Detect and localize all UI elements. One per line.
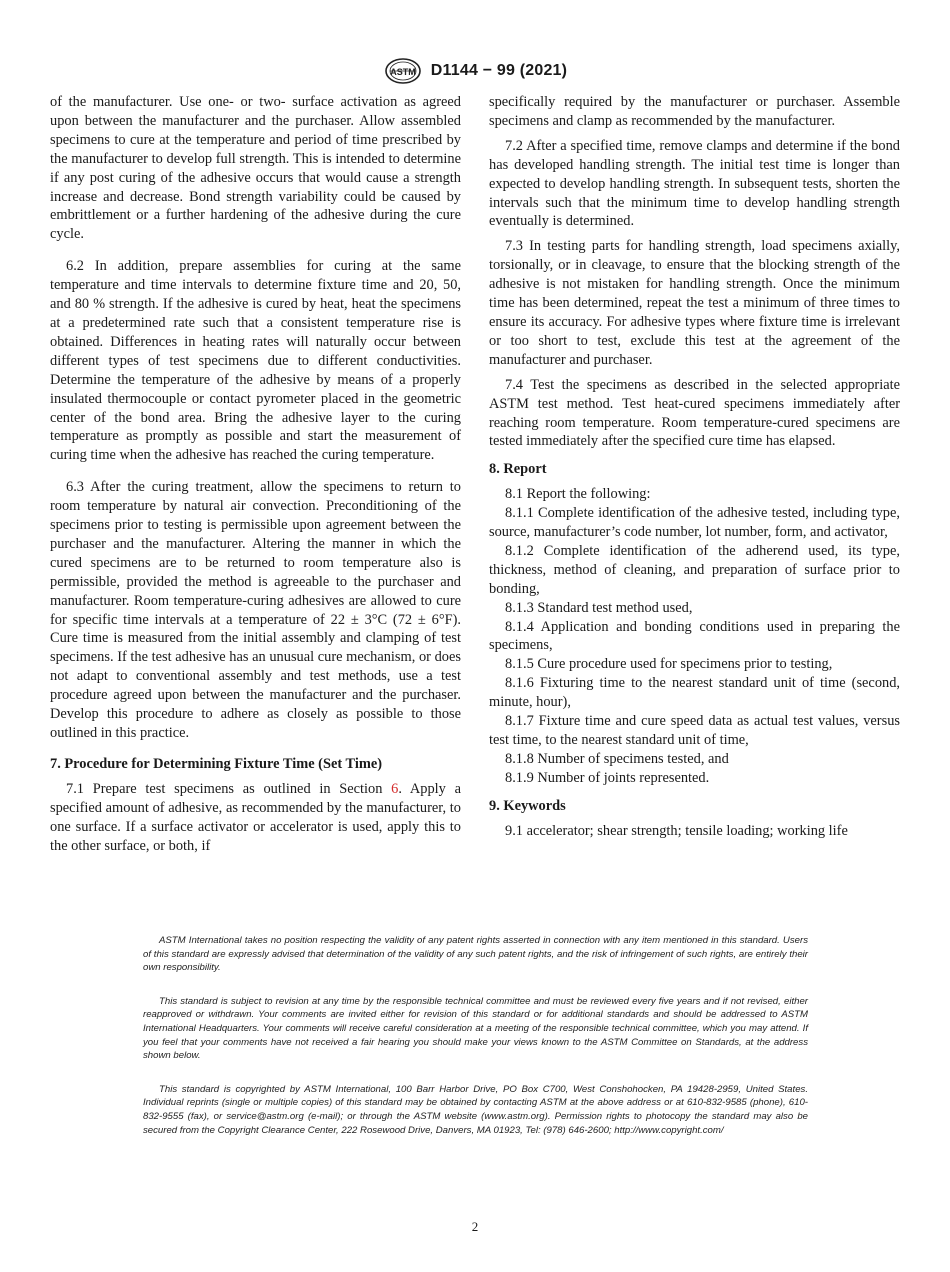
document-id: D1144 − 99 (2021): [430, 62, 568, 79]
list-item: 8.1.1 Complete identification of the adhesive tested, including type, source, manufacturer’s code number, lot number, form, and activator,: [489, 505, 900, 541]
section-9-heading: 9. Keywords: [489, 797, 566, 814]
astm-logo: [383, 57, 423, 85]
list-item: 8.1.2 Complete identification of the adherend used, its type, thickness, method of cleaning, and preparation of surface prior to bonding,: [489, 542, 900, 597]
paragraph-6-2: 6.2 In addition, prepare assemblies for curing at the same temperature and time intervals to determine fixture time and 20, 50, and 80 % strength. If the adhesive is cured by heat, heat the specimens at a predetermined rate such that a consistent temperature rise is obtained. Differences in heating rates will naturally occur between different types of test specimens due to different conductivities. Determine the temperature of the adhesive by means of a properly insulated thermocouple or contact pyrometer placed in the geometric center of the bond area. Bring the adhesive layer to the curing temperature as promptly as possible and start the measurement of curing time when the adhesive has reached the curing temperature.: [50, 258, 461, 464]
right-column: [489, 93, 900, 841]
list-item: 8.1.8 Number of specimens tested, and: [505, 750, 729, 767]
paragraph-9-1: 9.1 accelerator; shear strength; tensile loading; working life: [505, 822, 848, 839]
paragraph-7-3: 7.3 In testing parts for handling strength, load specimens axially, torsionally, or in cleavage, to ensure that the blocking strength of the adhesive is not mistaken for handling strength. Once the minimum time has been determined, repeat the test a minimum of three times to ensure its accuracy. For adhesive types where fixture time is irrelevant or too short to test, exclude this test at the agreement of the manufacturer and purchaser.: [489, 238, 900, 368]
list-item: 8.1.9 Number of joints represented.: [505, 769, 710, 786]
list-item: 8.1.6 Fixturing time to the nearest standard unit of time (second, minute, hour),: [489, 675, 900, 711]
paragraph-7-1: [50, 780, 461, 856]
revision-notice: This standard is subject to revision at any time by the responsible technical committee and must be reviewed every five years and if not revised, either reapproved or withdrawn. Your comments are invited either for revision of this standard or for additional standards and should be addressed to ASTM International Headquarters. Your comments will receive careful consideration at a meeting of the responsible technical committee, which you may attend. If you feel that your comments have not received a fair hearing you should make your views known to the ASTM Committee on Standards, at the address shown below.: [143, 995, 808, 1062]
list-item: 8.1.3 Standard test method used,: [505, 599, 693, 616]
list-item: 8.1.7 Fixture time and cure speed data as actual test values, versus test time, to the nearest standard unit of time,: [489, 713, 900, 748]
section-7-heading: 7. Procedure for Determining Fixture Time (Set Time): [50, 755, 382, 772]
paragraph-7-4: 7.4 Test the specimens as described in the selected appropriate ASTM test method. Test heat-cured specimens immediately after reaching room temperature. Room temperature-cured specimens are tested immediately after the specified cure time has elapsed.: [489, 376, 900, 450]
left-column: [50, 93, 461, 855]
page-number: 2: [471, 1219, 479, 1234]
paragraph-6-3: 6.3 After the curing treatment, allow the specimens to return to room temperature by natural air convection. Preconditioning of the specimens prior to testing is permissible upon agreement between the purchaser and the manufacturer. Altering the manner in which the cured specimens are to be returned to room temperature also is permissible, provided the method is agreeable to the purchaser and manufacturer. Room temperature-curing adhesives are allowed to cure for specific time intervals at a temperature of 22 ± 3°C (72 ± 6°F). Cure time is measured from the initial assembly and clamping of test specimens. If the test adhesive has an unusual cure mechanism, or does not adapt to conventional assembly and test methods, use a test procedure agreed upon between the manufacturer and the purchaser. Develop this procedure to adhere as closely as possible to those outlined in this practice.: [50, 479, 461, 741]
page-header: [0, 56, 950, 86]
list-item: 8.1 Report the following:: [505, 486, 651, 503]
section-6-link[interactable]: 6: [391, 780, 399, 797]
footer-notes: [143, 934, 808, 1157]
list-item: 8.1.5 Cure procedure used for specimens prior to testing,: [505, 656, 833, 673]
paragraph-7-1-text-a: 7.1 Prepare test specimens as outlined in Section: [66, 780, 392, 797]
list-item: 8.1.4 Application and bonding conditions used in preparing the specimens,: [489, 618, 900, 654]
paragraph-6-1-continued: of the manufacturer. Use one- or two- surface activation as agreed upon between the manufacturer and the purchaser. Allow assembled specimens to cure at the temperature and period of time prescribed by the manufacturer to develop full strength. This is intended to determine if any post curing of the adhesive occurs that would cause a strength increase and decrease. Bond strength variability could be caused by embrittlement or a further hardening of the adhesive during the cure cycle.: [50, 94, 461, 243]
copyright-notice: This standard is copyrighted by ASTM International, 100 Barr Harbor Drive, PO Box C700, West Conshohocken, PA 19428-2959, United States. Individual reprints (single or multiple copies) of this standard may be obtained by contacting ASTM at the above address or at 610-832-9585 (phone), 610-832-9555 (fax), or service@astm.org (e-mail); or through the ASTM website (www.astm.org). Permission rights to photocopy the standard may also be secured from the Copyright Clearance Center, 222 Rosewood Drive, Danvers, MA 01923, Tel: (978) 646-2600; http://www.copyright.com/: [143, 1083, 808, 1136]
paragraph-7-1-text-b: . Apply a specified amount of adhesive, as recommended by the manufacturer, to one surface. If a surface activator or accelerator is used, apply this to the other surface, or both, if: [50, 780, 461, 854]
paragraph-7-2: 7.2 After a specified time, remove clamps and determine if the bond has developed handling strength. The initial test time is longer than expected to develop handling strength. In subsequent tests, shorten the intervals such that the minimum time to develop handling strength eventually is determined.: [489, 137, 900, 230]
logo-text: ASTM: [390, 67, 416, 77]
patent-notice: ASTM International takes no position respecting the validity of any patent rights asserted in connection with any item mentioned in this standard. Users of this standard are expressly advised that determination of the validity of any such patent rights, and the risk of infringement of such rights, are entirely their own responsibility.: [143, 935, 808, 974]
paragraph-7-1-continued: specifically required by the manufacturer or purchaser. Assemble specimens and clamp as recommended by the manufacturer.: [489, 94, 900, 129]
section-8-heading: 8. Report: [489, 461, 547, 478]
